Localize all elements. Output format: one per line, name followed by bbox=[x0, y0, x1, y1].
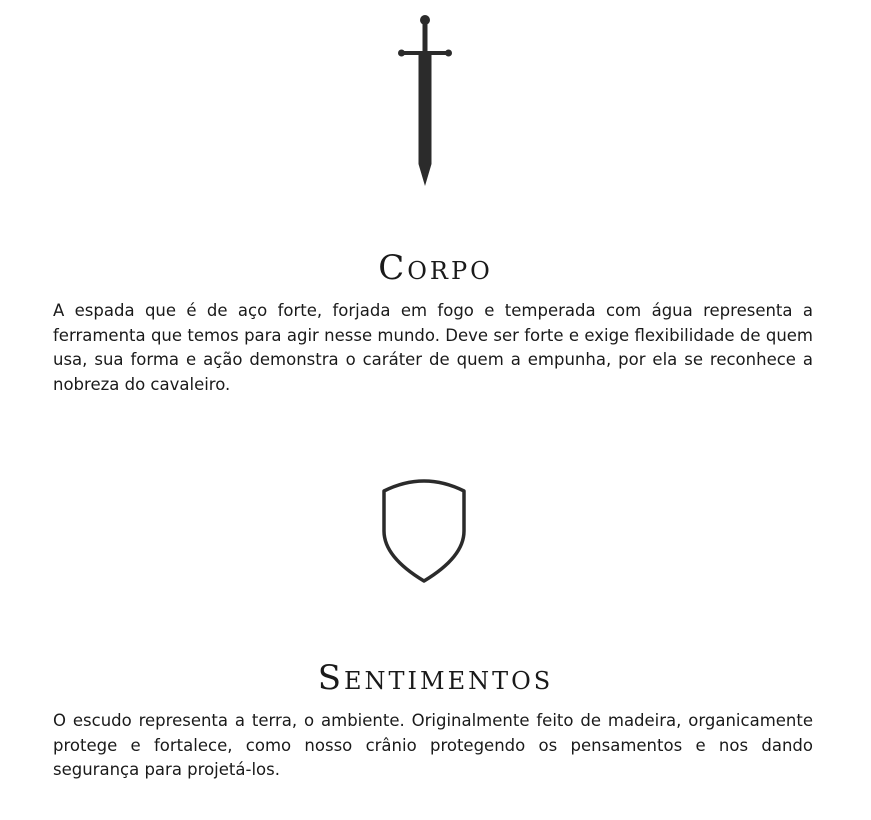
section-text-sentimentos: O escudo representa a terra, o ambiente. Originalmente feito de madeira, organicamente protege e fortalece, como nosso crânio protegendo os pensamentos e nos dando segurança para projetá-los. bbox=[53, 711, 813, 779]
shield-icon bbox=[380, 477, 468, 585]
section-title-sentimentos: Sentimentos bbox=[317, 658, 554, 698]
section-text-corpo: A espada que é de aço forte, forjada em fogo e temperada com água representa a ferramenta que temos para agir nesse mundo. Deve ser forte e exige flexibilidade de quem usa, sua forma e ação demonstra o caráter de quem a empunha, por ela se reconhece a nobreza do cavaleiro. bbox=[53, 301, 813, 394]
sword-icon bbox=[398, 14, 452, 188]
section-title-corpo: Corpo bbox=[378, 248, 493, 288]
